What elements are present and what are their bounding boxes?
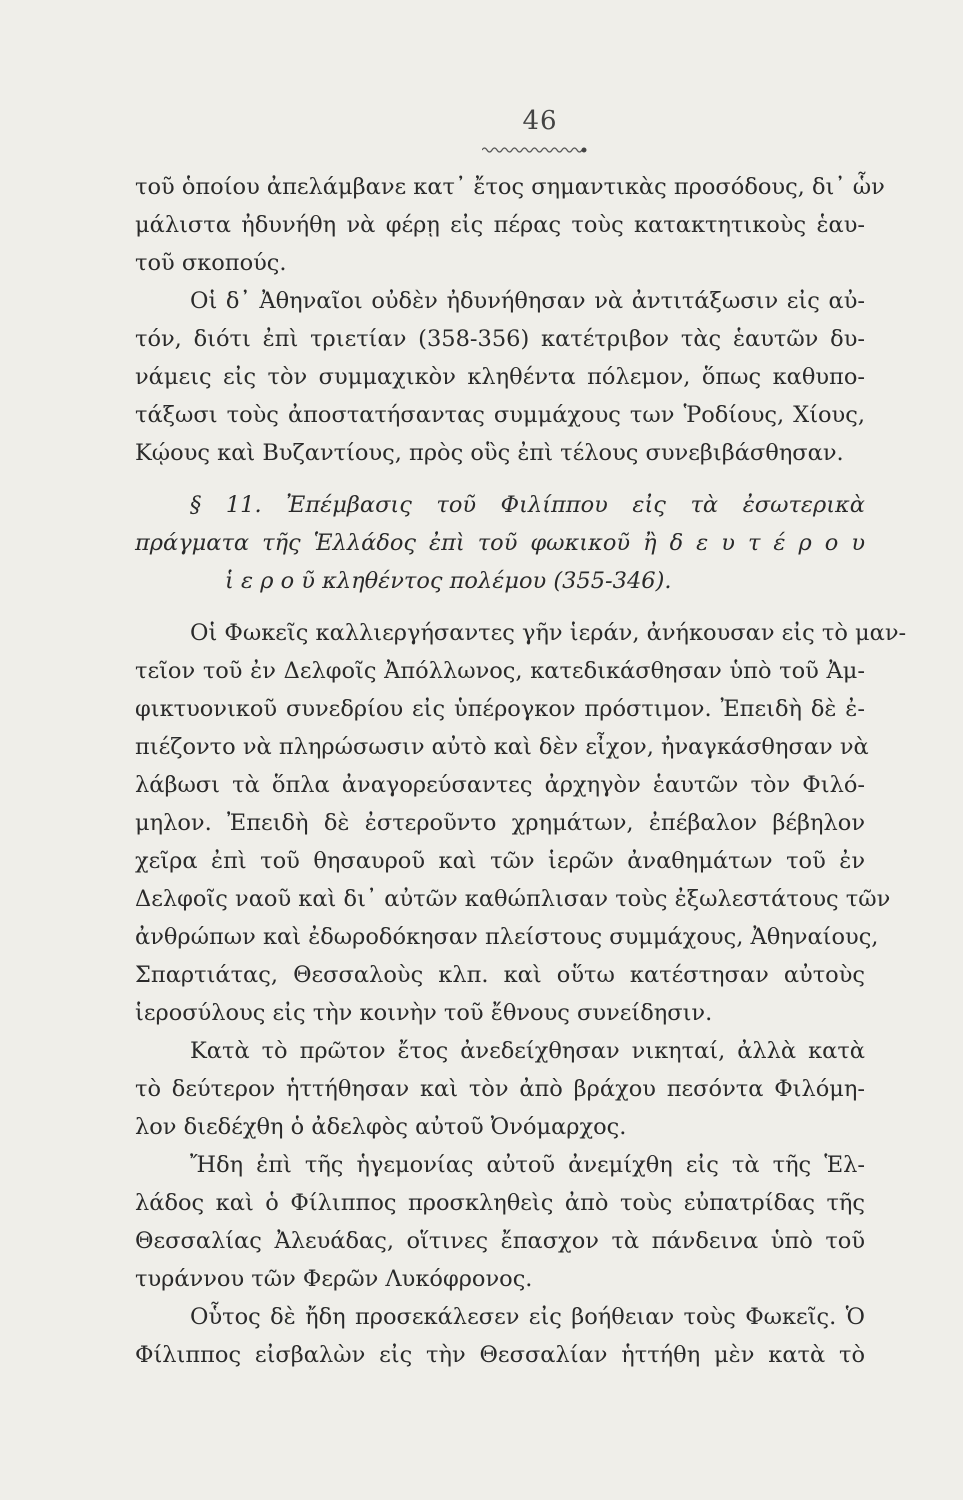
section-heading: ἱ ε ρ ο ῦ κληθέντος πολέμου (355-346). — [225, 568, 672, 594]
text-line: φικτυονικοῦ συνεδρίου εἰς ὑπέρογκον πρόστιμον. Ἐπειδὴ δὲ ἐ- — [135, 696, 865, 722]
text-line: Οἱ Φωκεῖς καλλιεργήσαντες γῆν ἱεράν, ἀνήκουσαν εἰς τὸ μαν- — [190, 620, 907, 646]
text-line: τόν, διότι ἐπὶ τριετίαν (358-356) κατέτριβον τὰς ἑαυτῶν δυ- — [135, 326, 865, 352]
text-line: τυράννου τῶν Φερῶν Λυκόφρονος. — [135, 1266, 533, 1292]
ornament-rule — [482, 146, 587, 154]
text-line: Δελφοῖς ναοῦ καὶ δι᾽ αὐτῶν καθώπλισαν τοὺς ἐξωλεστάτους τῶν — [135, 886, 891, 912]
text-line: Οἱ δ᾽ Ἀθηναῖοι οὐδὲν ἠδυνήθησαν νὰ ἀντιτάξωσιν εἰς αὐ- — [190, 288, 865, 314]
text-line: τοῦ σκοπούς. — [135, 250, 287, 276]
text-line: Οὗτος δὲ ἤδη προσεκάλεσεν εἰς βοήθειαν τοὺς Φωκεῖς. Ὁ — [190, 1304, 865, 1330]
text-line: Φίλιππος εἰσβαλὼν εἰς τὴν Θεσσαλίαν ἡττήθη μὲν κατὰ τὸ — [135, 1342, 865, 1368]
section-heading: § 11. Ἐπέμβασις τοῦ Φιλίππου εἰς τὰ ἐσωτερικὰ — [190, 492, 865, 518]
text-line: τὸ δεύτερον ἡττήθησαν καὶ τὸν ἀπὸ βράχου πεσόντα Φιλόμη- — [135, 1076, 865, 1102]
text-line: Σπαρτιάτας, Θεσσαλοὺς κλπ. καὶ οὕτω κατέστησαν αὐτοὺς — [135, 962, 865, 988]
text-line: τάξωσι τοὺς ἀποστατήσαντας συμμάχους των Ῥοδίους, Χίους, — [135, 402, 865, 428]
section-heading: πράγματα τῆς Ἑλλάδος ἐπὶ τοῦ φωκικοῦ ἢ δ ε υ τ έ ρ ο υ — [135, 530, 865, 556]
body-text — [135, 168, 907, 1374]
text-line: τεῖον τοῦ ἐν Δελφοῖς Ἀπόλλωνος, κατεδικάσθησαν ὑπὸ τοῦ Ἀμ- — [135, 658, 865, 684]
text-line: Θεσσαλίας Ἀλευάδας, οἵτινες ἔπασχον τὰ πάνδεινα ὑπὸ τοῦ — [135, 1228, 865, 1254]
text-line: ἱεροσύλους εἰς τὴν κοινὴν τοῦ ἔθνους συνείδησιν. — [135, 1000, 713, 1026]
text-line: νάμεις εἰς τὸν συμμαχικὸν κληθέντα πόλεμον, ὅπως καθυπο- — [135, 364, 865, 390]
page-number: 46 — [522, 106, 558, 136]
text-line: τοῦ ὁποίου ἀπελάμβανε κατ᾽ ἔτος σημαντικὰς προσόδους, δι᾽ ὧν — [135, 174, 885, 200]
text-line: λον διεδέχθη ὁ ἀδελφὸς αὐτοῦ Ὀνόμαρχος. — [135, 1114, 627, 1140]
text-line: λάβωσι τὰ ὅπλα ἀναγορεύσαντες ἀρχηγὸν ἑαυτῶν τὸν Φιλό- — [135, 772, 865, 798]
text-line: μάλιστα ἠδυνήθη νὰ φέρῃ εἰς πέρας τοὺς κατακτητικοὺς ἑαυ- — [135, 212, 865, 238]
text-line: μηλον. Ἐπειδὴ δὲ ἐστεροῦντο χρημάτων, ἐπέβαλον βέβηλον — [135, 810, 865, 836]
text-line: ἀνθρώπων καὶ ἐδωροδόκησαν πλείστους συμμάχους, Ἀθηναίους, — [135, 924, 879, 950]
text-line: Κατὰ τὸ πρῶτον ἔτος ἀνεδείχθησαν νικηταί, ἀλλὰ κατὰ — [190, 1038, 865, 1064]
text-line: Ἤδη ἐπὶ τῆς ἡγεμονίας αὐτοῦ ἀνεμίχθη εἰς τὰ τῆς Ἑλ- — [190, 1152, 865, 1178]
text-line: λάδος καὶ ὁ Φίλιππος προσκληθεὶς ἀπὸ τοὺς εὐπατρίδας τῆς — [135, 1190, 865, 1216]
text-line: χεῖρα ἐπὶ τοῦ θησαυροῦ καὶ τῶν ἱερῶν ἀναθημάτων τοῦ ἐν — [135, 848, 865, 874]
text-line: πιέζοντο νὰ πληρώσωσιν αὐτὸ καὶ δὲν εἶχον, ἠναγκάσθησαν νὰ — [135, 734, 869, 760]
text-line: Κῴους καὶ Βυζαντίους, πρὸς οὓς ἐπὶ τέλους συνεβιβάσθησαν. — [135, 440, 844, 466]
